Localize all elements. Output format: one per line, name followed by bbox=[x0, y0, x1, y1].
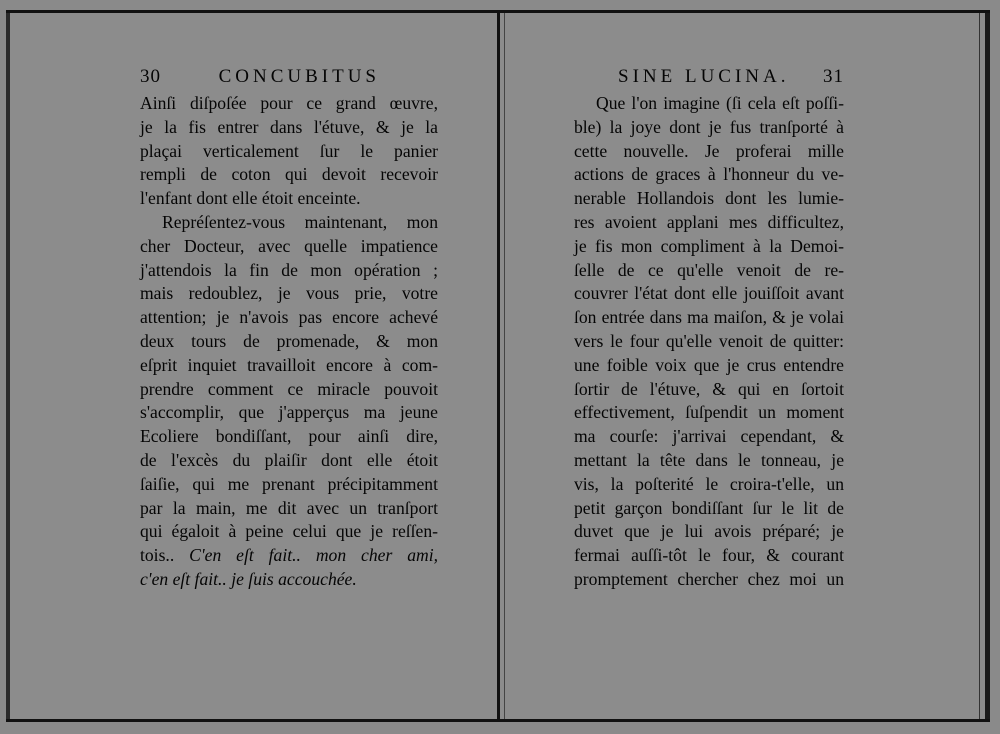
left-page-text bbox=[140, 92, 438, 592]
text-line: cher Docteur, avec quelle impatience bbox=[140, 235, 438, 256]
text-line: rempli de coton qui devoit recevoir bbox=[140, 164, 438, 185]
left-page bbox=[140, 66, 438, 592]
right-page-edge bbox=[985, 13, 990, 719]
text-line: actions de graces à l'honneur du ve- bbox=[574, 164, 844, 185]
text-line: deux tours de promenade, & mon bbox=[140, 330, 438, 351]
text-line: ſelle de ce qu'elle venoit de re- bbox=[574, 259, 844, 280]
left-running-head bbox=[140, 66, 438, 92]
text-line: prendre comment ce miracle pouvoit bbox=[140, 378, 438, 399]
right-page-text bbox=[574, 92, 844, 592]
text-line: mais redoublez, je vous prie, votre bbox=[140, 283, 438, 304]
text-line-italic: tois.. C'en eſt fait.. mon cher ami, bbox=[140, 545, 438, 566]
text-line: ſon entrée dans ma maiſon, & je volai bbox=[574, 307, 844, 328]
right-page-edge-line bbox=[979, 13, 980, 719]
text-line: attention; je n'avois pas encore achevé bbox=[140, 307, 438, 328]
text-line: ſortir de l'étuve, & qui en ſortoit bbox=[574, 378, 844, 399]
text-line: Ecoliere bondiſſant, pour ainſi dire, bbox=[140, 426, 438, 447]
text-line: nerable Hollandois dont les lumie- bbox=[574, 188, 844, 209]
quoted-speech: C'en eſt fait.. mon cher ami, bbox=[189, 545, 438, 566]
text-line: je fis mon compliment à la Demoi- bbox=[574, 235, 844, 256]
left-page-edge bbox=[6, 13, 10, 719]
text-line: mettant la tête dans le tonneau, je bbox=[574, 449, 844, 470]
text-line: qui égaloit à peine celui que je reſſen- bbox=[140, 521, 438, 542]
book-gutter bbox=[497, 10, 500, 722]
text-line: petit garçon bondiſſant ſur le lit de bbox=[574, 497, 844, 518]
text-line: ma courſe: j'arrivai cependant, & bbox=[574, 426, 844, 447]
right-running-head bbox=[574, 66, 844, 92]
text-line: fermai auſſi-tôt le four, & courant bbox=[574, 545, 844, 566]
right-page-number: 31 bbox=[823, 66, 844, 87]
text-line: eſprit inquiet travailloit encore à com- bbox=[140, 354, 438, 375]
text-line: ſaiſie, qui me prenant précipitamment bbox=[140, 473, 438, 494]
text-line: Ainſi diſpoſée pour ce grand œuvre, bbox=[140, 93, 438, 113]
right-page bbox=[574, 66, 844, 592]
text-line: plaçai verticalement ſur le panier bbox=[140, 140, 438, 161]
text-line: l'enfant dont elle étoit enceinte. bbox=[140, 188, 361, 209]
text-line: couvrer l'état dont elle jouiſſoit avant bbox=[574, 283, 844, 304]
text-line: vis, la poſterité le croira-t'elle, un bbox=[574, 473, 844, 494]
text-line: ble) la joye dont je fus tranſporté à bbox=[574, 116, 844, 137]
text-line: cette nouvelle. Je proferai mille bbox=[574, 140, 844, 161]
text-line: j'attendois la fin de mon opération ; bbox=[140, 259, 438, 280]
left-page-number: 30 bbox=[140, 66, 161, 87]
text-line: Que l'on imagine (ſi cela eſt poſſi- bbox=[596, 93, 844, 113]
text-line: res avoient applani mes difficultez, bbox=[574, 211, 844, 232]
text-line: de l'excès du plaiſir dont elle étoit bbox=[140, 449, 438, 470]
text-line: s'accomplir, que j'apperçus ma jeune bbox=[140, 402, 438, 423]
text-line: promptement chercher chez moi un bbox=[574, 568, 844, 589]
text-line: effectivement, ſuſpendit un moment bbox=[574, 402, 844, 423]
right-running-title: SINE LUCINA. bbox=[618, 66, 790, 87]
text-line: une foible voix que je crus entendre bbox=[574, 354, 844, 375]
text-line: je la fis entrer dans l'étuve, & je la bbox=[140, 116, 438, 137]
text-line: duvet que je lui avois préparé; je bbox=[574, 521, 844, 542]
text-line-italic: c'en eſt fait.. je ſuis accouchée. bbox=[140, 568, 357, 589]
text-line: Repréſentez-vous maintenant, mon bbox=[162, 211, 438, 232]
text-line: vers le four qu'elle venoit de quitter: bbox=[574, 330, 844, 351]
gutter-shadow bbox=[504, 13, 505, 719]
left-running-title: CONCUBITUS bbox=[218, 66, 380, 87]
text-line: par la main, me dit avec un tranſport bbox=[140, 497, 438, 518]
